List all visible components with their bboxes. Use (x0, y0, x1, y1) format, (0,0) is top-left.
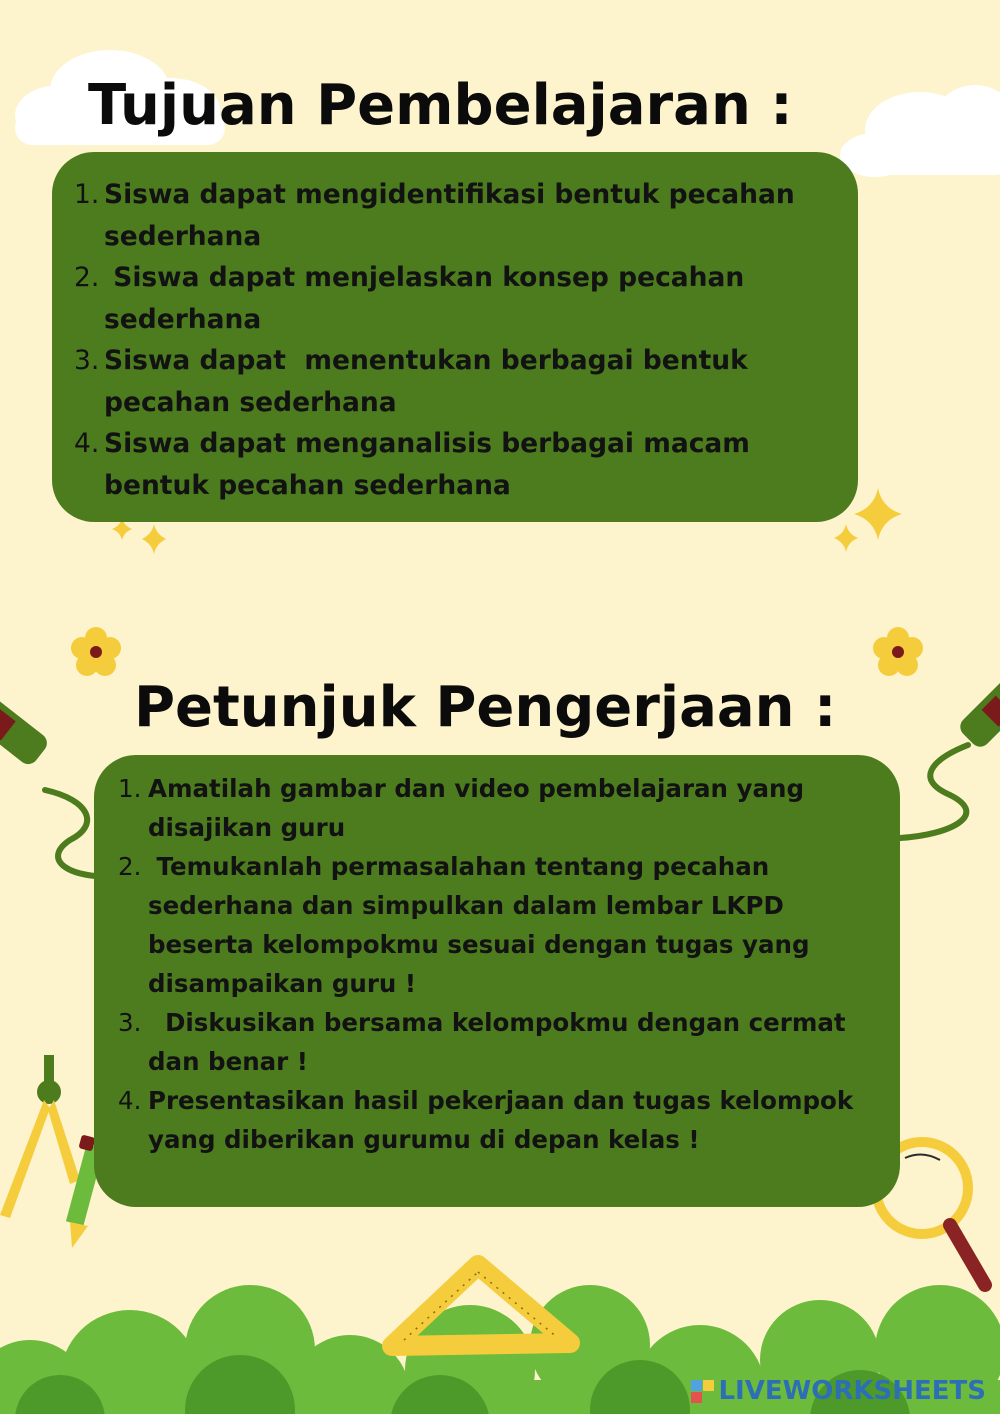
learning-objectives-list (74, 174, 828, 506)
list-text: Siswa dapat menjelaskan konsep pecahan sederhana (104, 262, 754, 335)
liveworksheets-logo-icon (691, 1380, 714, 1403)
list-text: Siswa dapat menganalisis berbagai macam bentuk pecahan sederhana (104, 428, 760, 501)
list-item (118, 847, 880, 1003)
list-item (118, 1081, 880, 1159)
list-number: 3. (74, 345, 100, 376)
section-2-title: Petunjuk Pengerjaan : (134, 675, 837, 740)
list-number: 2. (118, 852, 142, 881)
list-item (74, 340, 828, 423)
list-item (118, 769, 880, 847)
list-item (74, 423, 828, 506)
list-text: Presentasikan hasil pekerjaan dan tugas kelompok yang diberikan gurumu di depan kelas ! (148, 1086, 862, 1154)
watermark-text: LIVEWORKSHEETS (718, 1376, 986, 1406)
list-text: Diskusikan bersama kelompokmu dengan cermat dan benar ! (148, 1008, 855, 1076)
list-number: 2. (74, 262, 100, 293)
list-text: Siswa dapat menentukan berbagai bentuk pecahan sederhana (104, 345, 757, 418)
list-text: Temukanlah permasalahan tentang pecahan sederhana dan simpulkan dalam lembar LKPD beserta kelompokmu sesuai dengan tugas yang disampaikan guru ! (148, 852, 819, 998)
section-1-box (52, 152, 858, 522)
section-1-title: Tujuan Pembelajaran : (88, 73, 793, 138)
cloud-right-icon (840, 85, 1000, 177)
list-number: 4. (118, 1086, 142, 1115)
list-number: 4. (74, 428, 100, 459)
compass-icon (0, 1055, 80, 1218)
marker-pen-right-icon (900, 663, 1000, 838)
section-2-box (94, 755, 900, 1207)
list-item (118, 1003, 880, 1081)
list-number: 3. (118, 1008, 142, 1037)
flower-icon (71, 627, 923, 676)
list-text: Siswa dapat mengidentifikasi bentuk pecahan sederhana (104, 179, 804, 252)
liveworksheets-watermark[interactable] (691, 1376, 986, 1406)
list-text: Amatilah gambar dan video pembelajaran yang disajikan guru (148, 774, 813, 842)
list-item (74, 257, 828, 340)
list-item (74, 174, 828, 257)
list-number: 1. (74, 179, 100, 210)
list-number: 1. (118, 774, 142, 803)
work-instructions-list (118, 769, 880, 1159)
